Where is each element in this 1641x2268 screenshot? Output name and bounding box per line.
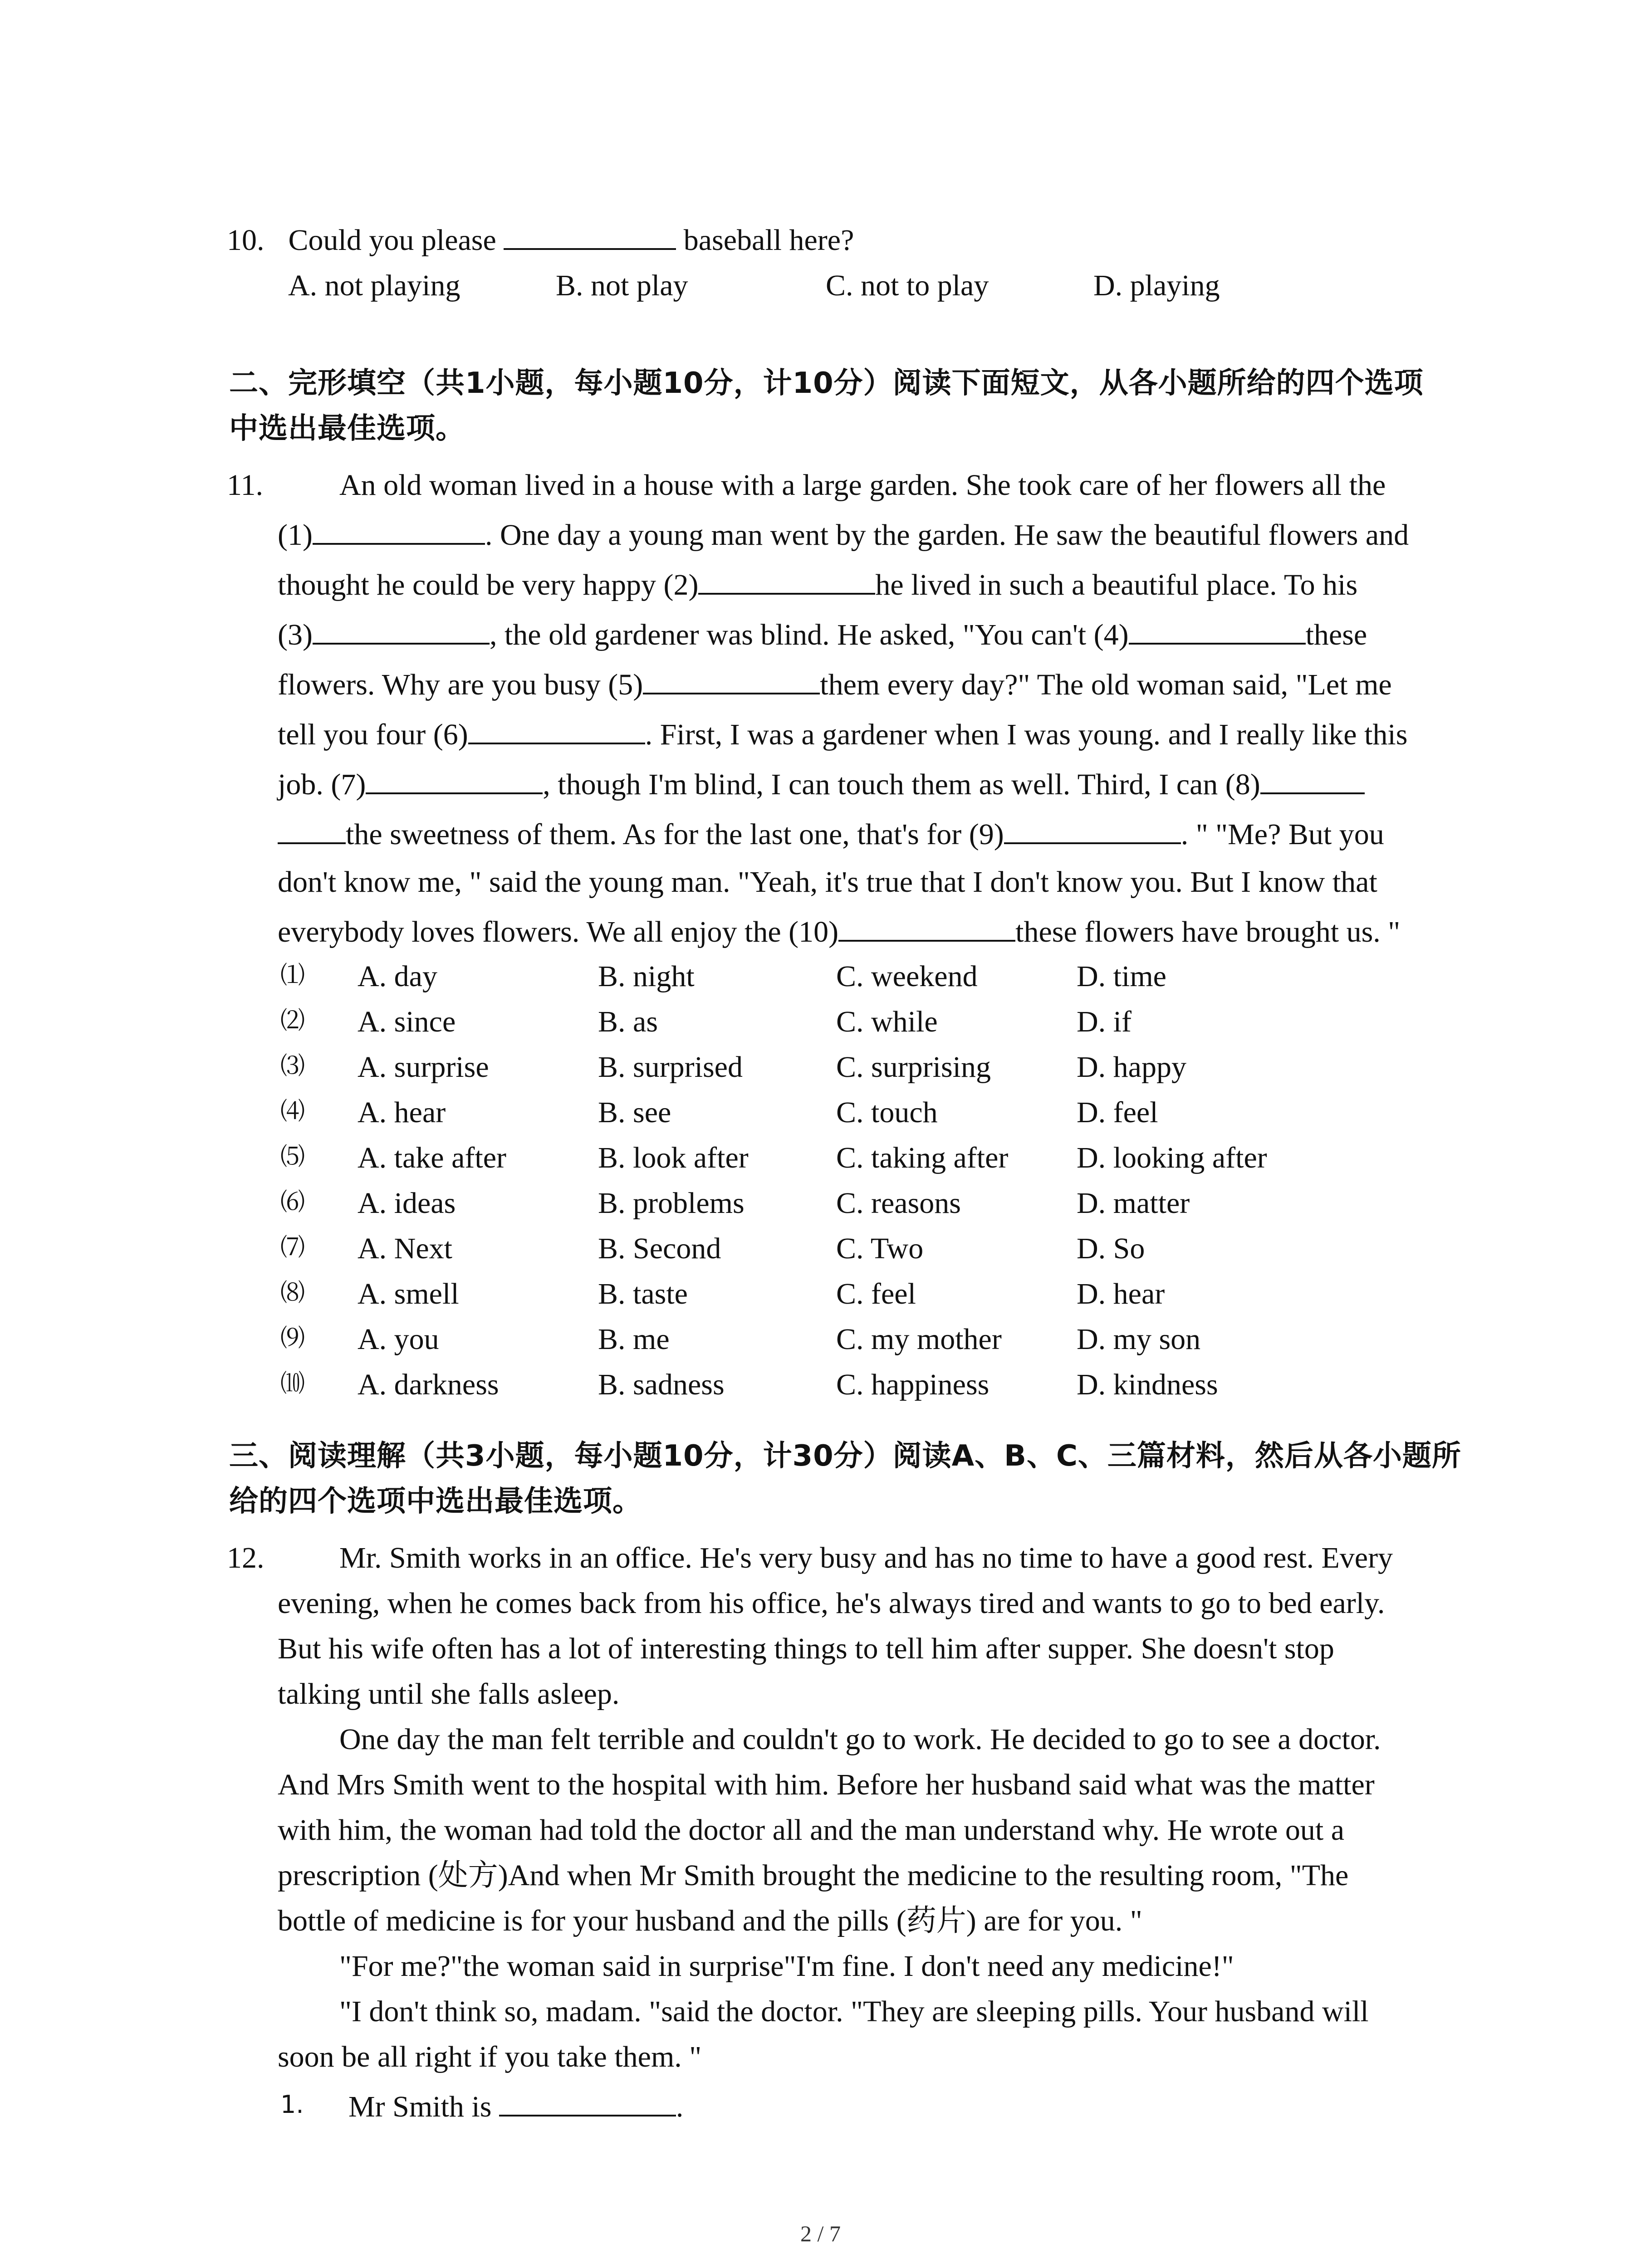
q11-opt-d[interactable]: D. kindness bbox=[1077, 1368, 1218, 1401]
q11-blank-8a[interactable] bbox=[1260, 764, 1365, 794]
q11-line8-a: the sweetness of them. As for the last one, that's for (9) bbox=[346, 818, 1004, 851]
q10-stem-after: baseball here? bbox=[683, 224, 854, 257]
q11-opt-d[interactable]: D. happy bbox=[1077, 1051, 1186, 1084]
q11-opt-c[interactable]: C. my mother bbox=[836, 1323, 1002, 1356]
q11-opt-num: ⑺ bbox=[280, 1233, 305, 1261]
q11-line2-b: . One day a young man went by the garden. He saw the beautiful flowers and bbox=[485, 518, 1409, 552]
q12-line: But his wife often has a lot of interesting things to tell him after supper. She doesn't stop bbox=[278, 1632, 1334, 1665]
q11-line7 bbox=[278, 762, 1365, 807]
q12-line: bottle of medicine is for your husband and the pills (药片) are for you. " bbox=[278, 1904, 1142, 1937]
section2-heading-line1: 二、完形填空（共1小题，每小题10分，计10分）阅读下面短文，从各小题所给的四个选项 bbox=[229, 367, 1424, 400]
q11-opt-c[interactable]: C. surprising bbox=[836, 1051, 991, 1084]
q11-line3-a: thought he could be very happy (2) bbox=[278, 568, 699, 601]
q11-blank-4[interactable] bbox=[1129, 615, 1306, 645]
q10-number: 10. bbox=[227, 224, 265, 257]
q11-opt-a[interactable]: A. hear bbox=[358, 1096, 446, 1129]
q11-line5-a: flowers. Why are you busy (5) bbox=[278, 668, 643, 701]
q12-line: prescription (处方)And when Mr Smith brought the medicine to the resulting room, "The bbox=[278, 1859, 1349, 1892]
q11-blank-1[interactable] bbox=[313, 515, 485, 545]
q12-line: evening, when he comes back from his office, he's always tired and wants to go to bed early. bbox=[278, 1587, 1385, 1620]
q11-opt-a[interactable]: A. Next bbox=[358, 1232, 452, 1265]
q11-blank-10[interactable] bbox=[838, 912, 1015, 942]
q11-opt-d[interactable]: D. matter bbox=[1077, 1187, 1190, 1220]
section3-heading-line2: 给的四个选项中选出最佳选项。 bbox=[229, 1485, 642, 1518]
q11-opt-c[interactable]: C. Two bbox=[836, 1232, 924, 1265]
section2-heading-line2: 中选出最佳选项。 bbox=[229, 412, 465, 445]
q11-opt-c[interactable]: C. happiness bbox=[836, 1368, 989, 1401]
q11-line8 bbox=[278, 812, 1384, 857]
q11-line4 bbox=[278, 612, 1367, 658]
q11-opt-b[interactable]: B. see bbox=[598, 1096, 671, 1129]
q11-line4-c: these bbox=[1305, 618, 1367, 651]
q11-line3 bbox=[278, 562, 1357, 608]
q11-opt-num: ⑹ bbox=[280, 1188, 305, 1216]
q12-line: "I don't think so, madam. "said the doctor. "They are sleeping pills. Your husband will bbox=[339, 1995, 1369, 2028]
q10-option-a[interactable]: A. not playing bbox=[288, 269, 460, 302]
q11-opt-c[interactable]: C. while bbox=[836, 1005, 938, 1038]
q12-line: And Mrs Smith went to the hospital with him. Before her husband said what was the matter bbox=[278, 1768, 1375, 1801]
q12-line: soon be all right if you take them. " bbox=[278, 2040, 702, 2073]
q12-sub1-end: . bbox=[676, 2090, 684, 2123]
q11-line1: An old woman lived in a house with a large garden. She took care of her flowers all the bbox=[339, 469, 1386, 502]
q11-opt-d[interactable]: D. looking after bbox=[1077, 1141, 1267, 1174]
q12-sub1-number: 1. bbox=[280, 2090, 304, 2119]
q12-line: talking until she falls asleep. bbox=[278, 1677, 620, 1711]
q11-line6-a: tell you four (6) bbox=[278, 718, 468, 751]
q10-option-d[interactable]: D. playing bbox=[1093, 269, 1220, 302]
q11-opt-b[interactable]: B. look after bbox=[598, 1141, 749, 1174]
q11-blank-6[interactable] bbox=[468, 714, 645, 744]
q11-opt-a[interactable]: A. you bbox=[358, 1323, 439, 1356]
q11-opt-a[interactable]: A. day bbox=[358, 960, 437, 993]
q11-opt-num: ⑻ bbox=[280, 1278, 305, 1307]
q10-option-c[interactable]: C. not to play bbox=[826, 269, 989, 302]
q10-stem-before: Could you please bbox=[288, 224, 496, 257]
q11-line4-a: (3) bbox=[278, 618, 313, 651]
q12-line: with him, the woman had told the doctor all and the man understand why. He wrote out a bbox=[278, 1813, 1344, 1847]
q11-opt-c[interactable]: C. weekend bbox=[836, 960, 978, 993]
q11-opt-a[interactable]: A. since bbox=[358, 1005, 456, 1038]
q10-stem bbox=[227, 218, 854, 263]
q11-opt-c[interactable]: C. feel bbox=[836, 1277, 916, 1310]
q11-opt-b[interactable]: B. problems bbox=[598, 1187, 745, 1220]
q11-opt-a[interactable]: A. surprise bbox=[358, 1051, 489, 1084]
q11-opt-d[interactable]: D. time bbox=[1077, 960, 1166, 993]
q11-blank-5[interactable] bbox=[643, 665, 820, 694]
q11-opt-d[interactable]: D. if bbox=[1077, 1005, 1132, 1038]
q11-opt-c[interactable]: C. touch bbox=[836, 1096, 938, 1129]
q11-line7-a: job. (7) bbox=[278, 768, 366, 801]
q11-opt-a[interactable]: A. smell bbox=[358, 1277, 459, 1310]
q11-line6-b: . First, I was a gardener when I was young. and I really like this bbox=[645, 718, 1408, 751]
q11-blank-3[interactable] bbox=[313, 615, 490, 645]
q11-opt-b[interactable]: B. me bbox=[598, 1323, 670, 1356]
q11-blank-9[interactable] bbox=[1004, 814, 1181, 844]
q11-opt-num: ⑷ bbox=[280, 1097, 305, 1125]
q11-opt-d[interactable]: D. my son bbox=[1077, 1323, 1201, 1356]
q11-opt-num: ⑼ bbox=[280, 1324, 305, 1352]
q11-blank-8b[interactable] bbox=[278, 814, 346, 844]
q11-opt-a[interactable]: A. ideas bbox=[358, 1187, 456, 1220]
q11-opt-b[interactable]: B. sadness bbox=[598, 1368, 725, 1401]
q11-opt-num: ⑴ bbox=[280, 961, 305, 989]
q11-line9: don't know me, " said the young man. "Yeah, it's true that I don't know you. But I know that bbox=[278, 865, 1377, 899]
q11-line5-b: them every day?" The old woman said, "Let me bbox=[820, 668, 1392, 701]
q11-opt-b[interactable]: B. taste bbox=[598, 1277, 688, 1310]
q11-line3-b: he lived in such a beautiful place. To his bbox=[875, 568, 1358, 601]
q11-opt-b[interactable]: B. surprised bbox=[598, 1051, 743, 1084]
q12-sub1-text: Mr Smith is bbox=[348, 2090, 492, 2123]
q11-line7-b: , though I'm blind, I can touch them as well. Third, I can (8) bbox=[543, 768, 1260, 801]
q11-blank-7[interactable] bbox=[366, 764, 543, 794]
q11-opt-d[interactable]: D. So bbox=[1077, 1232, 1145, 1265]
q11-line5 bbox=[278, 662, 1392, 708]
q11-opt-d[interactable]: D. feel bbox=[1077, 1096, 1158, 1129]
q11-opt-num: ⑵ bbox=[280, 1006, 305, 1035]
q11-line6 bbox=[278, 712, 1407, 758]
q12-line: Mr. Smith works in an office. He's very busy and has no time to have a good rest. Every bbox=[339, 1541, 1393, 1574]
q11-line2 bbox=[278, 513, 1409, 558]
q11-opt-num: ⑽ bbox=[280, 1369, 305, 1398]
q10-option-b[interactable]: B. not play bbox=[556, 269, 688, 302]
q12-line: One day the man felt terrible and couldn't go to work. He decided to go to see a doctor. bbox=[339, 1723, 1381, 1756]
q11-line10-a: everybody loves flowers. We all enjoy the (10) bbox=[278, 915, 839, 948]
q11-blank-2[interactable] bbox=[698, 565, 875, 595]
q11-opt-a[interactable]: A. take after bbox=[358, 1141, 506, 1174]
q12-sub1-stem bbox=[348, 2084, 683, 2130]
q11-opt-num: ⑸ bbox=[280, 1142, 305, 1171]
q11-line4-b: , the old gardener was blind. He asked, "You can't (4) bbox=[489, 618, 1129, 651]
q11-opt-b[interactable]: B. night bbox=[598, 960, 695, 993]
q11-opt-b[interactable]: B. as bbox=[598, 1005, 658, 1038]
q11-number: 11. bbox=[227, 469, 264, 502]
q11-opt-c[interactable]: C. reasons bbox=[836, 1187, 961, 1220]
q11-opt-d[interactable]: D. hear bbox=[1077, 1277, 1165, 1310]
q12-number: 12. bbox=[227, 1541, 265, 1574]
q11-opt-num: ⑶ bbox=[280, 1051, 305, 1080]
q10-blank[interactable] bbox=[504, 220, 676, 250]
q11-line2-a: (1) bbox=[278, 518, 313, 552]
q11-opt-a[interactable]: A. darkness bbox=[358, 1368, 499, 1401]
q11-line10 bbox=[278, 909, 1400, 955]
q11-opt-b[interactable]: B. Second bbox=[598, 1232, 721, 1265]
q11-line10-b: these flowers have brought us. " bbox=[1015, 915, 1401, 948]
page-number: 2 / 7 bbox=[800, 2221, 841, 2246]
q12-sub1-blank[interactable] bbox=[499, 2087, 676, 2116]
q12-line: "For me?"the woman said in surprise"I'm fine. I don't need any medicine!" bbox=[339, 1950, 1234, 1983]
section3-heading-line1: 三、阅读理解（共3小题，每小题10分，计30分）阅读A、B、C、三篇材料，然后从各小题所 bbox=[229, 1439, 1461, 1473]
q11-line8-b: . " "Me? But you bbox=[1181, 818, 1384, 851]
q11-opt-c[interactable]: C. taking after bbox=[836, 1141, 1009, 1174]
